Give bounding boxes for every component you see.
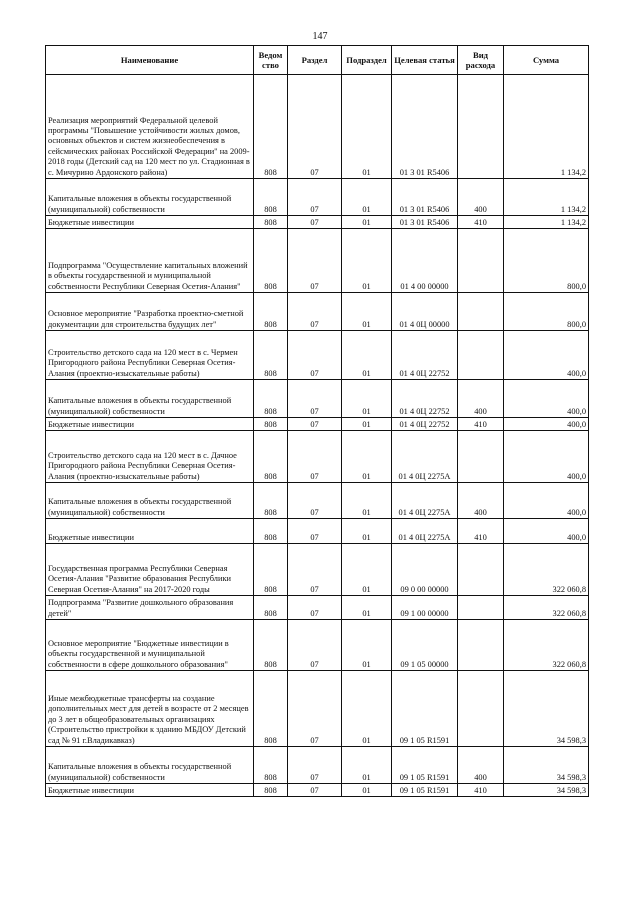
cell-sum: 1 134,2 [504,179,589,216]
table-row [46,784,589,797]
cell-sum: 34 598,3 [504,671,589,747]
cell-razdel: 07 [288,483,342,519]
cell-ved: 808 [254,380,288,418]
cell-sum: 400,0 [504,431,589,483]
cell-ved: 808 [254,229,288,293]
cell-name: Бюджетные инвестиции [46,418,254,431]
cell-sum: 400,0 [504,418,589,431]
cell-target: 01 4 0Ц 00000 [392,293,458,331]
cell-ved: 808 [254,75,288,179]
cell-target: 01 4 0Ц 22752 [392,331,458,380]
table-row [46,331,589,380]
cell-vid [458,596,504,620]
table-row [46,483,589,519]
table-row [46,216,589,229]
cell-razdel: 07 [288,620,342,671]
cell-razdel: 07 [288,179,342,216]
cell-ved: 808 [254,331,288,380]
cell-name: Капитальные вложения в объекты государственной (муниципальной) собственности [46,179,254,216]
cell-podrazdel: 01 [342,418,392,431]
cell-vid [458,75,504,179]
table-row [46,75,589,179]
cell-name: Бюджетные инвестиции [46,216,254,229]
table-row [46,519,589,544]
cell-podrazdel: 01 [342,216,392,229]
cell-vid: 400 [458,747,504,784]
cell-vid: 410 [458,418,504,431]
cell-target: 01 3 01 R5406 [392,179,458,216]
cell-name: Бюджетные инвестиции [46,519,254,544]
cell-ved: 808 [254,431,288,483]
cell-sum: 400,0 [504,380,589,418]
cell-target: 01 4 0Ц 22752 [392,380,458,418]
header-ved: Ведом ство [254,46,288,75]
table-row [46,380,589,418]
cell-podrazdel: 01 [342,747,392,784]
cell-target: 01 3 01 R5406 [392,75,458,179]
cell-sum: 34 598,3 [504,747,589,784]
cell-ved: 808 [254,596,288,620]
table-row [46,179,589,216]
cell-vid [458,331,504,380]
cell-ved: 808 [254,620,288,671]
header-razdel: Раздел [288,46,342,75]
cell-ved: 808 [254,671,288,747]
table-header-row [46,46,589,75]
header-podrazdel: Подраздел [342,46,392,75]
cell-razdel: 07 [288,544,342,596]
cell-vid: 400 [458,380,504,418]
cell-podrazdel: 01 [342,519,392,544]
cell-vid [458,620,504,671]
cell-vid: 410 [458,784,504,797]
cell-podrazdel: 01 [342,431,392,483]
header-target: Целевая статья [392,46,458,75]
cell-sum: 1 134,2 [504,216,589,229]
table-row [46,620,589,671]
cell-podrazdel: 01 [342,331,392,380]
cell-target: 09 1 05 00000 [392,620,458,671]
table-row [46,747,589,784]
table-row [46,544,589,596]
cell-podrazdel: 01 [342,75,392,179]
cell-vid: 410 [458,216,504,229]
cell-podrazdel: 01 [342,380,392,418]
cell-razdel: 07 [288,380,342,418]
cell-ved: 808 [254,418,288,431]
cell-target: 09 0 00 00000 [392,544,458,596]
cell-razdel: 07 [288,229,342,293]
cell-sum: 800,0 [504,229,589,293]
cell-name: Капитальные вложения в объекты государственной (муниципальной) собственности [46,747,254,784]
cell-razdel: 07 [288,596,342,620]
table-row [46,293,589,331]
table-row [46,418,589,431]
cell-podrazdel: 01 [342,179,392,216]
cell-sum: 400,0 [504,331,589,380]
header-name: Наименование [46,46,254,75]
cell-razdel: 07 [288,784,342,797]
page-number: 147 [312,31,328,42]
cell-podrazdel: 01 [342,293,392,331]
cell-target: 09 1 05 R1591 [392,747,458,784]
cell-target: 09 1 05 R1591 [392,671,458,747]
cell-target: 01 4 0Ц 2275А [392,483,458,519]
cell-vid [458,671,504,747]
cell-name: Капитальные вложения в объекты государственной (муниципальной) собственности [46,380,254,418]
cell-sum: 322 060,8 [504,544,589,596]
cell-ved: 808 [254,293,288,331]
cell-podrazdel: 01 [342,544,392,596]
cell-razdel: 07 [288,293,342,331]
cell-ved: 808 [254,483,288,519]
cell-sum: 34 598,3 [504,784,589,797]
cell-podrazdel: 01 [342,596,392,620]
cell-vid: 400 [458,483,504,519]
cell-target: 01 4 0Ц 22752 [392,418,458,431]
cell-vid [458,544,504,596]
header-vid: Вид расхода [458,46,504,75]
cell-razdel: 07 [288,519,342,544]
cell-target: 01 3 01 R5406 [392,216,458,229]
cell-sum: 400,0 [504,519,589,544]
cell-razdel: 07 [288,747,342,784]
cell-target: 01 4 0Ц 2275А [392,431,458,483]
cell-name: Строительство детского сада на 120 мест в с. Дачное Пригородного района Республики Северная Осетия-Алания (проектно-изыскательные работы) [46,431,254,483]
budget-table [45,45,589,797]
cell-vid: 410 [458,519,504,544]
cell-name: Подпрограмма "Осуществление капитальных вложений в объекты государственной и муниципальной собственности Республики Северная Осетия-Алания" [46,229,254,293]
cell-target: 09 1 05 R1591 [392,784,458,797]
cell-sum: 800,0 [504,293,589,331]
cell-razdel: 07 [288,331,342,380]
cell-target: 01 4 00 00000 [392,229,458,293]
cell-podrazdel: 01 [342,671,392,747]
cell-sum: 322 060,8 [504,596,589,620]
cell-vid: 400 [458,179,504,216]
cell-target: 09 1 00 00000 [392,596,458,620]
cell-ved: 808 [254,216,288,229]
cell-name: Капитальные вложения в объекты государственной (муниципальной) собственности [46,483,254,519]
table-row [46,229,589,293]
cell-name: Иные межбюджетные трансферты на создание дополнительных мест для детей в возрасте от 2 месяцев до 3 лет в общеобразовательных организациях (Строительство пристройки к зданию МБДОУ Детский сад № 91 г.Владикавказ) [46,671,254,747]
table-row [46,596,589,620]
cell-podrazdel: 01 [342,620,392,671]
header-sum: Сумма [504,46,589,75]
cell-name: Строительство детского сада на 120 мест в с. Чермен Пригородного района Республики Северная Осетия-Алания (проектно-изыскательные работы) [46,331,254,380]
cell-ved: 808 [254,519,288,544]
cell-name: Основное мероприятие "Разработка проектно-сметной документации для строительства будущих лет" [46,293,254,331]
cell-razdel: 07 [288,418,342,431]
cell-ved: 808 [254,179,288,216]
cell-podrazdel: 01 [342,229,392,293]
cell-ved: 808 [254,747,288,784]
cell-razdel: 07 [288,671,342,747]
cell-target: 01 4 0Ц 2275А [392,519,458,544]
cell-razdel: 07 [288,75,342,179]
cell-name: Основное мероприятие "Бюджетные инвестиции в объекты государственной и муниципальной собственности в сфере дошкольного образования" [46,620,254,671]
cell-name: Подпрограмма "Развитие дошкольного образования детей" [46,596,254,620]
cell-sum: 400,0 [504,483,589,519]
cell-name: Реализация мероприятий Федеральной целевой программы "Повышение устойчивости жилых домов, основных объектов и систем жизнеобеспечения в сейсмических районах Российской Федерации" на 2009-2018 годы (Детский сад на 120 мест по ул. Стадионная в с. Мичурино Ардонского района) [46,75,254,179]
table-row [46,671,589,747]
cell-name: Государственная программа Республики Северная Осетия-Алания "Развитие образования Республики Северная Осетия-Алания" на 2017-2020 годы [46,544,254,596]
cell-podrazdel: 01 [342,784,392,797]
cell-vid [458,431,504,483]
cell-vid [458,229,504,293]
cell-ved: 808 [254,784,288,797]
table-row [46,431,589,483]
cell-razdel: 07 [288,431,342,483]
cell-podrazdel: 01 [342,483,392,519]
cell-sum: 1 134,2 [504,75,589,179]
cell-razdel: 07 [288,216,342,229]
cell-ved: 808 [254,544,288,596]
cell-vid [458,293,504,331]
cell-name: Бюджетные инвестиции [46,784,254,797]
cell-sum: 322 060,8 [504,620,589,671]
